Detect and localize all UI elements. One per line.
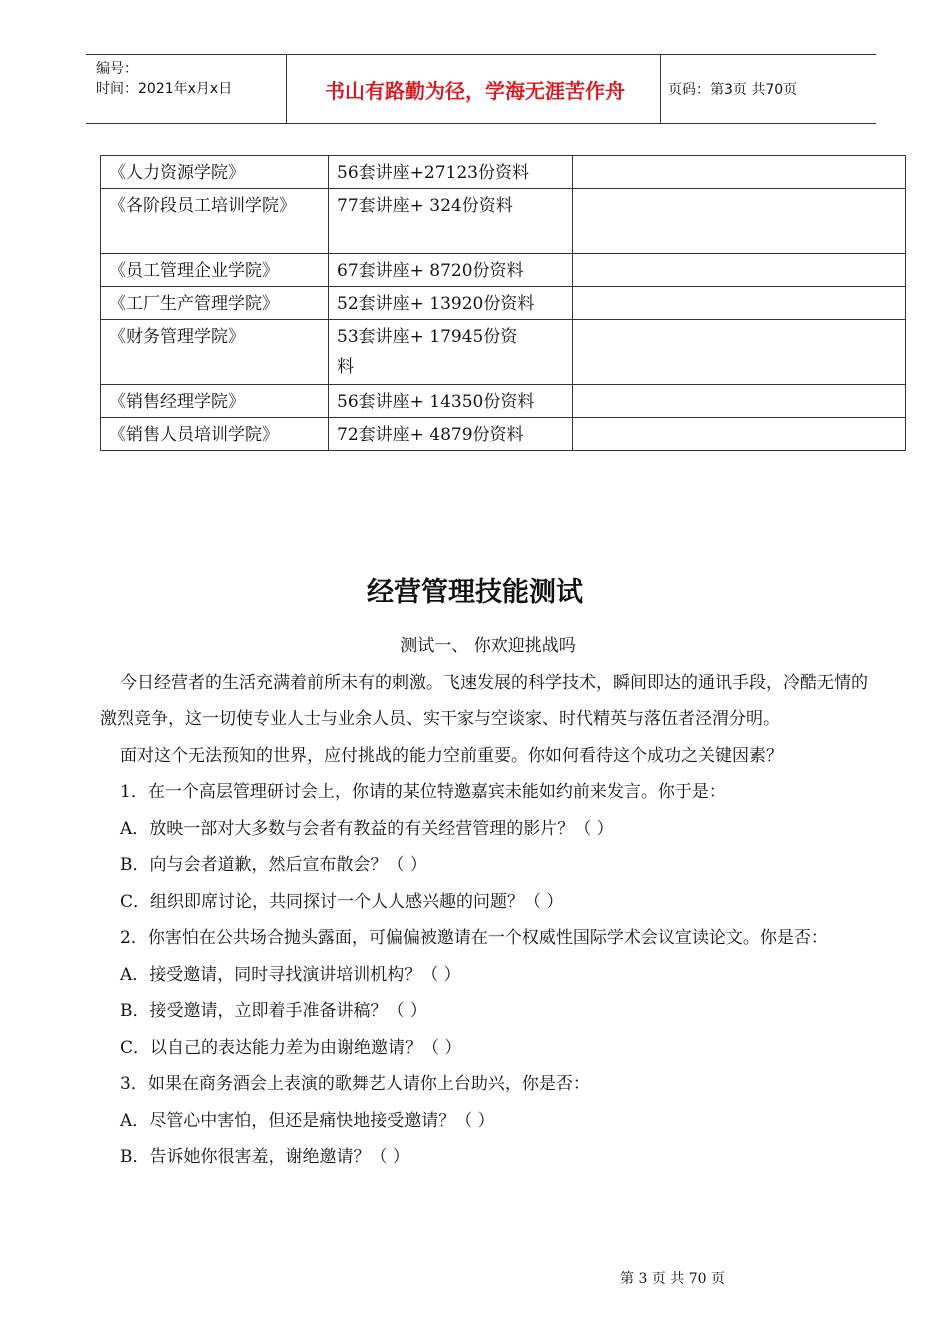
- option: C．以自己的表达能力差为由谢绝邀请？（ ）: [120, 1037, 462, 1058]
- document-body: [100, 628, 876, 1176]
- catalog-name: 《各阶段员工培训学院》: [101, 189, 329, 254]
- catalog-empty-cell: [573, 385, 906, 418]
- paragraph: 今日经营者的生活充满着前所未有的刺激。飞速发展的科学技术，瞬间即达的通讯手段，冷酷无情的激烈竞争，这一切使专业人士与业余人员、实干家与空谈家、时代精英与落伍者泾渭分明。: [100, 672, 868, 729]
- question: 1．在一个高层管理研讨会上，你请的某位特邀嘉宾未能如约前来发言。你于是：: [120, 782, 726, 802]
- question: 3．如果在商务酒会上表演的歌舞艺人请你上台助兴，你是否：: [120, 1074, 590, 1094]
- catalog-empty-cell: [573, 418, 906, 451]
- catalog-name: 《工厂生产管理学院》: [101, 287, 329, 320]
- catalog-empty-cell: [573, 254, 906, 287]
- document-title: 经营管理技能测试: [367, 577, 583, 608]
- catalog-name: 《财务管理学院》: [101, 320, 329, 385]
- catalog-content: 56套讲座+27123份资料: [329, 156, 573, 189]
- number-label: 编号：: [96, 61, 138, 77]
- catalog-content: 53套讲座+ 17945份资料: [329, 320, 573, 385]
- catalog-name: 《销售人员培训学院》: [101, 418, 329, 451]
- option: C．组织即席讨论，共同探讨一个人人感兴趣的问题？（ ）: [120, 891, 564, 912]
- table-row: [101, 156, 906, 189]
- table-row: [101, 320, 906, 385]
- header-motto: 书山有路勤为径，学海无涯苦作舟: [325, 78, 625, 103]
- option: B．向与会者道歉，然后宣布散会？（ ）: [120, 855, 427, 875]
- header-meta: [96, 59, 232, 99]
- page-info: 页码：第3页 共70页: [668, 82, 798, 98]
- table-row: [101, 189, 906, 254]
- option: A．放映一部对大多数与会者有教益的有关经营管理的影片？（ ）: [120, 818, 614, 839]
- catalog-empty-cell: [573, 189, 906, 254]
- catalog-name: 《人力资源学院》: [101, 156, 329, 189]
- catalog-content: 67套讲座+ 8720份资料: [329, 254, 573, 287]
- page-footer: 第 3 页 共 70 页: [620, 1271, 725, 1287]
- paragraph: 面对这个无法预知的世界，应付挑战的能力空前重要。你如何看待这个成功之关键因素？: [120, 745, 783, 766]
- time-label: 时间：2021年x月x日: [96, 81, 233, 97]
- catalog-content: 77套讲座+ 324份资料: [329, 189, 573, 254]
- option: B．接受邀请，立即着手准备讲稿？（ ）: [120, 1001, 427, 1021]
- catalog-empty-cell: [573, 156, 906, 189]
- option: B．告诉她你很害羞，谢绝邀请？（ ）: [120, 1147, 410, 1167]
- catalog-table: [100, 155, 906, 451]
- catalog-content: 56套讲座+ 14350份资料: [329, 385, 573, 418]
- table-row: [101, 287, 906, 320]
- catalog-empty-cell: [573, 287, 906, 320]
- table-row: [101, 254, 906, 287]
- catalog-name: 《销售经理学院》: [101, 385, 329, 418]
- catalog-content: 52套讲座+ 13920份资料: [329, 287, 573, 320]
- table-row: [101, 418, 906, 451]
- question: 2．你害怕在公共场合抛头露面，可偏偏被邀请在一个权威性国际学术会议宣读论文。你是否：: [120, 928, 828, 948]
- test-subtitle: 测试一、 你欢迎挑战吗: [400, 636, 576, 656]
- catalog-name: 《员工管理企业学院》: [101, 254, 329, 287]
- catalog-content: 72套讲座+ 4879份资料: [329, 418, 573, 451]
- table-row: [101, 385, 906, 418]
- option: A．接受邀请，同时寻找演讲培训机构？（ ）: [120, 964, 461, 985]
- page-header: [86, 54, 876, 124]
- header-divider: [660, 55, 661, 123]
- header-divider: [286, 55, 287, 123]
- catalog-empty-cell: [573, 320, 906, 385]
- option: A．尽管心中害怕，但还是痛快地接受邀请？（ ）: [120, 1110, 495, 1131]
